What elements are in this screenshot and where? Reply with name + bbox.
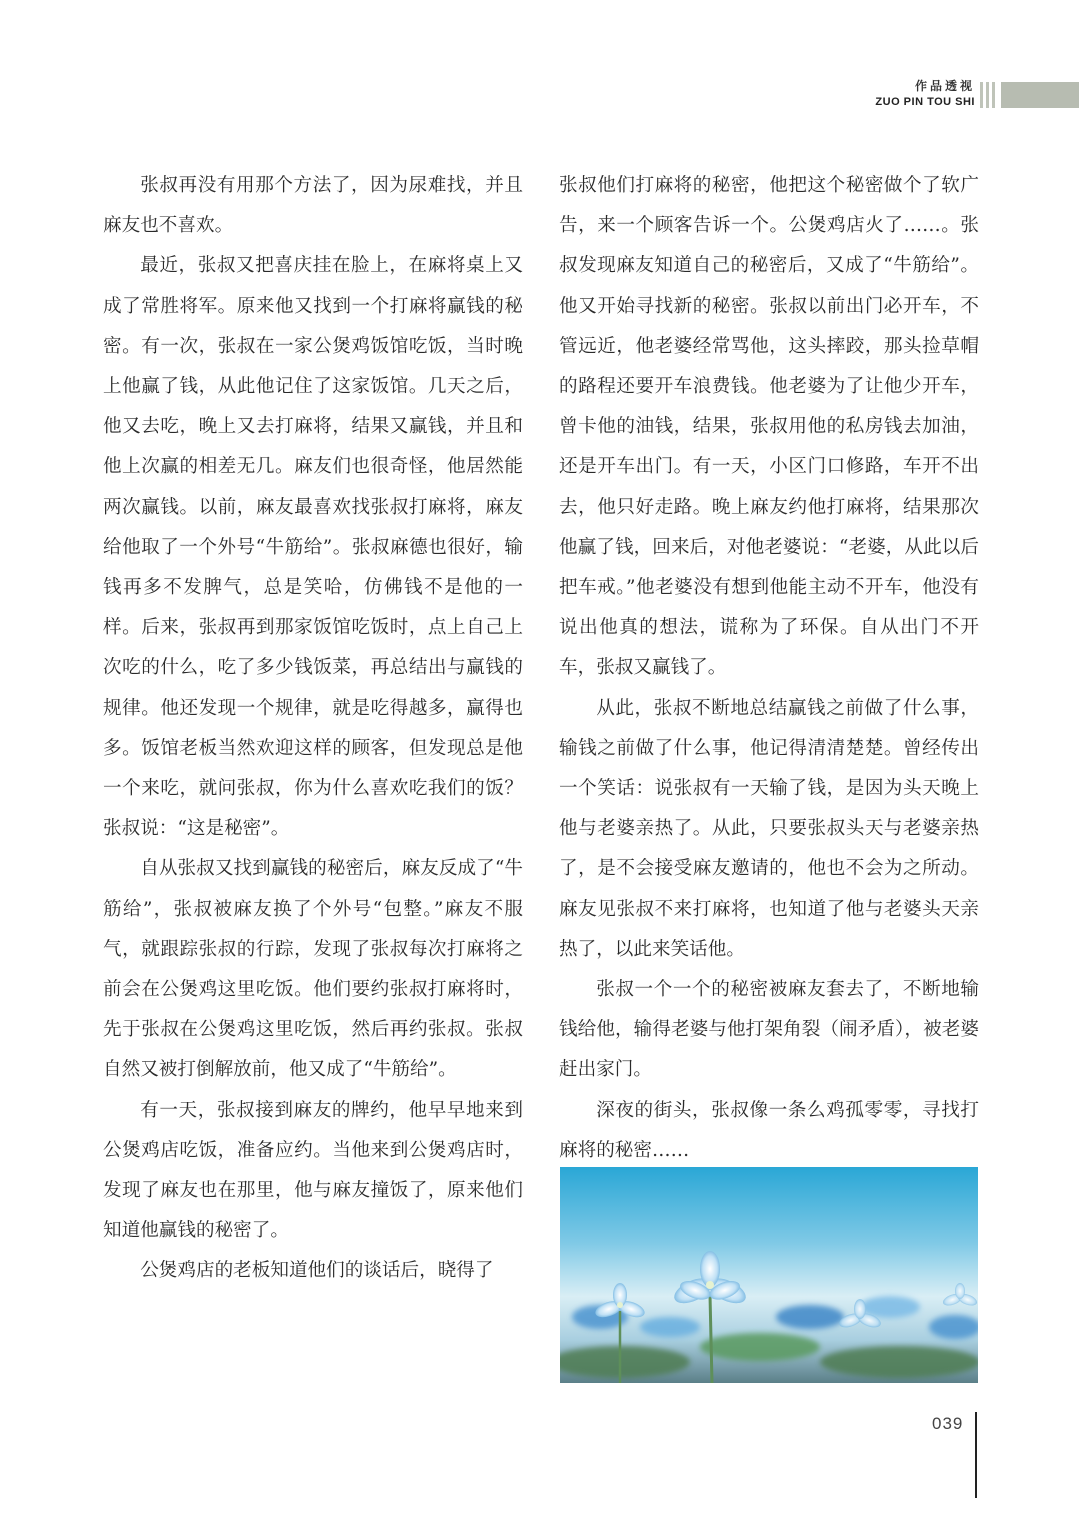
paragraph: 自从张叔又找到赢钱的秘密后，麻友反成了“牛筋给”，张叔被麻友换了个外号“包整。”麻友不服气，就跟踪张叔的行踪，发现了张叔每次打麻将之前会在公煲鸡这里吃饭。他们要约张叔打麻将时，先于张叔在公煲鸡这里吃饭，然后再约张叔。张叔自然又被打倒解放前，他又成了“牛筋给”。 [103, 858, 523, 1081]
paragraph: 有一天，张叔接到麻友的牌约，他早早地来到公煲鸡店吃饭，准备应约。当他来到公煲鸡店时，发现了麻友也在那里，他与麻友撞饭了，原来他们知道他赢钱的秘密了。 [103, 1099, 523, 1242]
header-decor-bars [980, 82, 995, 108]
paragraph: 张叔再没有用那个方法了，因为尿难找，并且麻友也不喜欢。 [103, 175, 523, 237]
right-column [559, 166, 979, 1171]
left-column [103, 166, 523, 1292]
section-title [875, 80, 975, 108]
page-number: 039 [932, 1414, 964, 1433]
paragraph: 深夜的街头，张叔像一条么鸡孤零零，寻找打麻将的秘密…… [559, 1099, 979, 1161]
paragraph: 张叔他们打麻将的秘密，他把这个秘密做个了软广告，来一个顾客告诉一个。公煲鸡店火了……。张叔发现麻友知道自己的秘密后，又成了“牛筋给”。他又开始寻找新的秘密。张叔以前出门必开车，不管远近，他老婆经常骂他，这头摔跤，那头捡草帽的路程还要开车浪费钱。他老婆为了让他少开车，曾卡他的油钱，结果，张叔用他的私房钱去加油，还是开车出门。有一天，小区门口修路，车开不出去，他只好走路。晚上麻友约他打麻将，结果那次他赢了钱，回来后，对他老婆说：“老婆，从此以后把车戒。”他老婆没有想到他能主动不开车，他没有说出他真的想法，谎称为了环保。自从出门不开车，张叔又赢钱了。 [559, 175, 979, 679]
section-title-cn: 作品透视 [914, 79, 975, 93]
section-title-en: ZUO PIN TOU SHI [875, 96, 975, 108]
page-number-rule [975, 1412, 977, 1498]
header-decor-block [1001, 82, 1079, 108]
section-header [739, 78, 1079, 112]
paragraph: 最近，张叔又把喜庆挂在脸上，在麻将桌上又成了常胜将军。原来他又找到一个打麻将赢钱的秘密。有一次，张叔在一家公煲鸡饭馆吃饭，当时晚上他赢了钱，从此他记住了这家饭馆。几天之后，他又去吃，晚上又去打麻将，结果又赢钱，并且和他上次赢的相差无几。麻友们也很奇怪，他居然能两次赢钱。以前，麻友最喜欢找张叔打麻将，麻友给他取了一个外号“牛筋给”。张叔麻德也很好，输钱再多不发脾气，总是笑哈，仿佛钱不是他的一样。后来，张叔再到那家饭馆吃饭时，点上自己上次吃的什么，吃了多少钱饭菜，再总结出与赢钱的规律。他还发现一个规律，就是吃得越多，赢得也多。饭馆老板当然欢迎这样的顾客，但发现总是他一个来吃，就问张叔，你为什么喜欢吃我们的饭？张叔说：“这是秘密”。 [103, 255, 523, 840]
blue-flowers-photo [560, 1167, 978, 1383]
paragraph: 公煲鸡店的老板知道他们的谈话后，晓得了 [140, 1260, 494, 1282]
paragraph: 从此，张叔不断地总结赢钱之前做了什么事，输钱之前做了什么事，他记得清清楚楚。曾经传出一个笑话：说张叔有一天输了钱，是因为头天晚上他与老婆亲热了。从此，只要张叔头天与老婆亲热了，是不会接受麻友邀请的，他也不会为之所动。麻友见张叔不来打麻将，也知道了他与老婆头天亲热了，以此来笑话他。 [559, 697, 979, 960]
paragraph: 张叔一个一个的秘密被麻友套去了，不断地输钱给他，输得老婆与他打架角裂（闹矛盾），被老婆赶出家门。 [559, 979, 979, 1081]
